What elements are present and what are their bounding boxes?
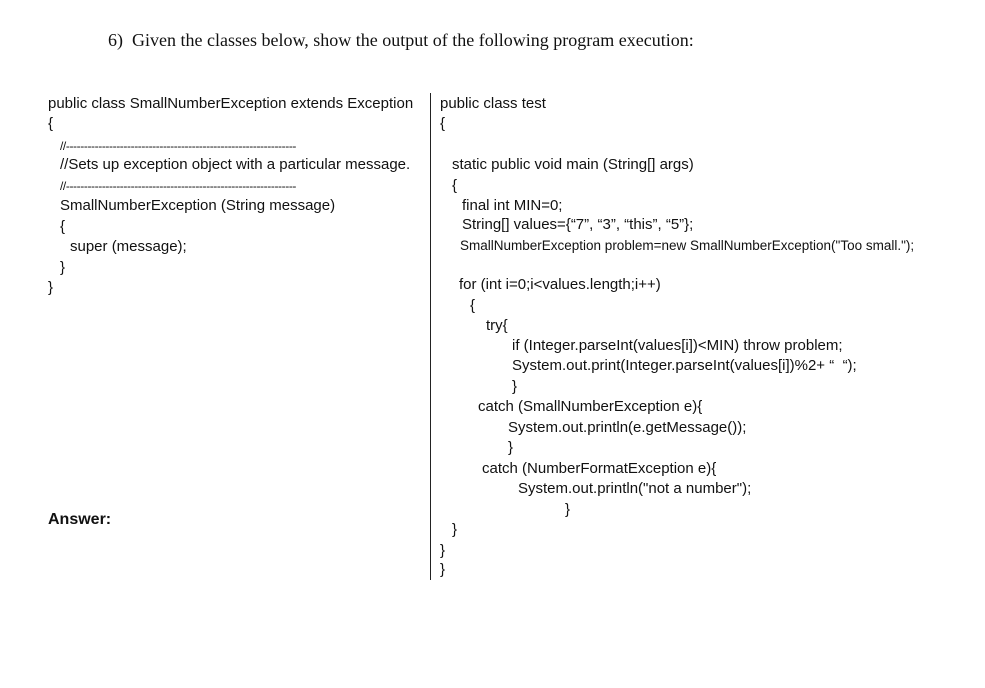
code-line: {	[60, 218, 66, 235]
question-text: Given the classes below, show the output of the following program execution:	[132, 30, 694, 50]
code-line: System.out.println(e.getMessage());	[508, 419, 747, 436]
code-line: public class SmallNumberException extends Exception	[48, 95, 414, 112]
code-line: SmallNumberException problem=new SmallNumberException("Too small.");	[460, 238, 915, 253]
code-line: try{	[486, 317, 508, 334]
code-line: }	[60, 259, 66, 276]
code-line: {	[440, 115, 446, 132]
code-line: public class test	[440, 95, 546, 112]
code-line: final int MIN=0;	[462, 197, 563, 214]
code-line: String[] values={“7”, “3”, “this”, “5”};	[462, 216, 694, 233]
code-comment: //Sets up exception object with a particular message.	[60, 156, 411, 173]
code-line: super (message);	[70, 238, 187, 255]
column-divider	[430, 93, 431, 580]
code-line: }	[512, 378, 518, 395]
code-line: for (int i=0;i<values.length;i++)	[459, 276, 661, 293]
code-line: static public void main (String[] args)	[452, 156, 694, 173]
code-comment-divider: //----------------------------------------------------------------	[60, 139, 297, 153]
code-line: catch (SmallNumberException e){	[478, 398, 703, 415]
code-line: {	[48, 115, 54, 132]
code-line: }	[440, 542, 446, 559]
question-heading	[108, 30, 694, 51]
code-line: {	[452, 177, 458, 194]
code-line: }	[440, 561, 446, 578]
code-line: System.out.print(Integer.parseInt(values[i])%2+ “ “);	[512, 357, 857, 374]
code-line: }	[565, 501, 571, 518]
question-number: 6)	[108, 30, 123, 50]
code-line: if (Integer.parseInt(values[i])<MIN) throw problem;	[512, 337, 843, 354]
code-comment-divider: //----------------------------------------------------------------	[60, 179, 297, 193]
code-line: SmallNumberException (String message)	[60, 197, 336, 214]
code-line: {	[470, 297, 476, 314]
code-line: }	[48, 279, 54, 296]
code-line: catch (NumberFormatException e){	[482, 460, 717, 477]
code-line: System.out.println("not a number");	[518, 480, 752, 497]
answer-label: Answer:	[48, 511, 112, 528]
code-line: }	[508, 439, 514, 456]
code-line: }	[452, 521, 458, 538]
